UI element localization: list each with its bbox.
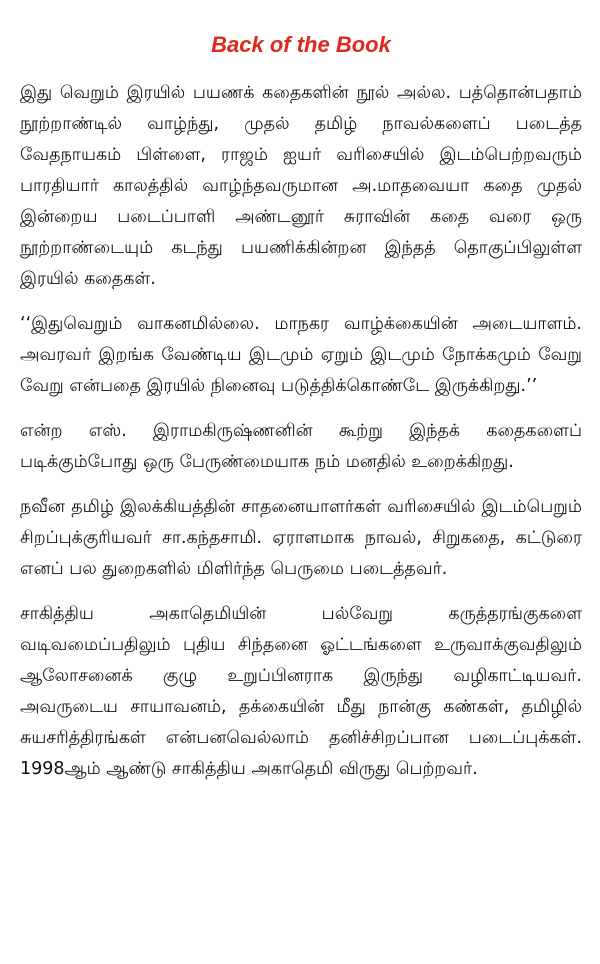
intro-paragraph: இது வெறும் இரயில் பயணக் கதைகளின் நூல் அல்ல. பத்தொன்பதாம் நூற்றாண்டில் வாழ்ந்து, முதல் தமிழ் நாவல்களைப் படைத்த வேதநாயகம் பிள்ளை, ராஜம் ஐயர் வரிசையில் இடம்பெற்றவரும் பாரதியார் காலத்தில் வாழ்ந்தவருமான அ.மாதவையா கதை முதல் இன்றைய படைப்பாளி அண்டனூர் சுராவின் கதை வரை ஒரு நூற்றாண்டையும் கடந்து பயணிக்கின்றன இந்தத் தொகுப்பிலுள்ள இரயில் கதைகள். [20,83,582,289]
quote-attribution-paragraph: என்ற எஸ். இராமகிருஷ்ணனின் கூற்று இந்தக் கதைகளைப் படிக்கும்போது ஒரு பேருண்மையாக நம் மனதில் உறைக்கிறது. [20,421,582,472]
quote-paragraph: ‘‘இதுவெறும் வாகனமில்லை. மாநகர வாழ்க்கையின் அடையாளம். அவரவர் இறங்க வேண்டிய இடமும் ஏறும் இடமும் நோக்கமும் வேறு வேறு என்பதை இரயில் நினைவு படுத்திக்கொண்டே இருக்கிறது.’’ [20,314,582,396]
page-title: Back of the Book [211,32,391,57]
author-achievements-paragraph: சாகித்திய அகாதெமியின் பல்வேறு கருத்தரங்குகளை வடிவமைப்பதிலும் புதிய சிந்தனை ஓட்டங்களை உருவாக்குவதிலும் ஆலோசனைக் குழு உறுப்பினராக இருந்து வழிகாட்டியவர். அவருடைய சாயாவனம், தக்கையின் மீது நான்கு கண்கள், தமிழில் சுயசரித்திரங்கள் என்பனவெல்லாம் தனிச்சிறப்பான படைப்புக்கள். 1998ஆம் ஆண்டு சாகித்திய அகாதெமி விருது பெற்றவர். [20,604,582,779]
author-intro-paragraph: நவீன தமிழ் இலக்கியத்தின் சாதனையாளர்கள் வரிசையில் இடம்பெறும் சிறப்புக்குரியவர் சா.கந்தசாமி. ஏராளமாக நாவல், சிறுகதை, கட்டுரை எனப் பல துறைகளில் மிளிர்ந்த பெருமை படைத்தவர். [20,497,582,579]
